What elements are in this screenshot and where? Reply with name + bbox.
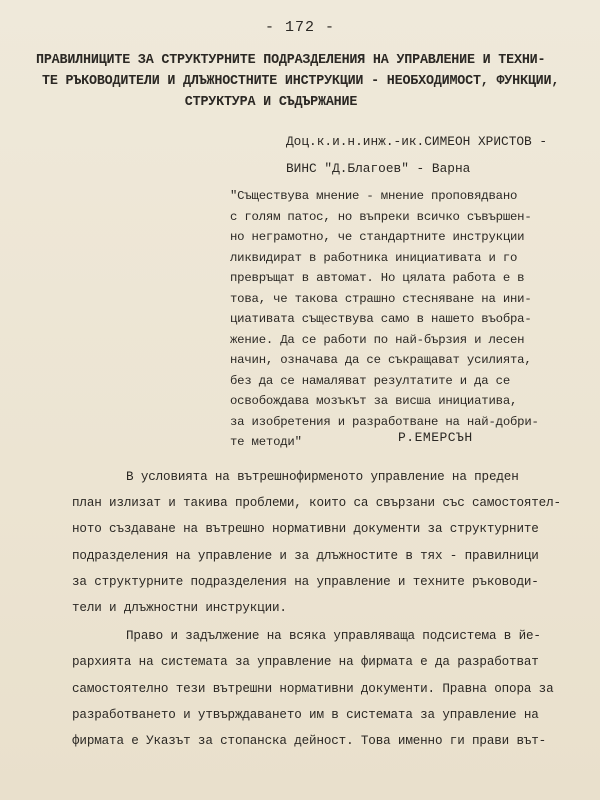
paragraph-2-line: Право и задължение на всяка управляваща подсистема в йе- [126, 629, 541, 644]
epigraph-line: но неграмотно, че стандартните инструкции [230, 230, 525, 244]
epigraph-line: жение. Да се работи по най-бързия и лесен [230, 332, 525, 347]
paragraph-1-line: В условията на вътрешнофирменото управление на преден [126, 470, 519, 484]
author-line-2: ВИНС "Д.Благоев" - Варна [286, 161, 471, 176]
epigraph-line: без да се намаляват резултатите и да се [230, 373, 510, 388]
epigraph-line: това, че такова страшно стесняване на ини- [230, 291, 532, 306]
epigraph-line: за изобретения и разработване на най-добри- [230, 414, 539, 429]
epigraph-line: те методи" [230, 435, 302, 449]
paragraph-2-line: рархията на системата за управление на фирмата е да разработват [72, 655, 539, 670]
epigraph-line: с голям патос, но въпреки всичко съвършен- [230, 209, 532, 224]
epigraph-line: циативата съществува само в нашето въобра- [230, 312, 532, 326]
paragraph-2-line: самостоятелно тези вътрешни нормативни документи. Правна опора за [72, 681, 554, 696]
paragraph-2-line: фирмата е Указът за стопанска дейност. Това именно ги прави вът- [72, 734, 547, 749]
epigraph-line: "Съществува мнение - мнение проповядвано [230, 189, 518, 203]
title-line-1: ПРАВИЛНИЦИТЕ ЗА СТРУКТУРНИТЕ ПОДРАЗДЕЛЕНИЯ НА УПРАВЛЕНИЕ И ТЕХНИ- [36, 53, 546, 68]
title-line-3: СТРУКТУРА И СЪДЪРЖАНИЕ [184, 95, 358, 110]
epigraph-line: начин, означава да се съкращават усилията, [230, 353, 532, 367]
epigraph-line: превръщат в автомат. Но цялата работа е в [230, 271, 525, 285]
paragraph-1-line: подразделения на управление и за длъжностите в тях - правилници [72, 548, 539, 563]
paragraph-1-line: ното създаване на вътрешно нормативни документи за структурните [72, 522, 539, 537]
epigraph-attribution: Р.ЕМЕРСЪН [398, 430, 473, 445]
body-text [72, 464, 572, 754]
epigraph-line: ликвидират в работника инициативата и го [230, 250, 518, 265]
paragraph-1-line: тели и длъжностни инструкции. [72, 601, 287, 616]
epigraph [230, 186, 585, 453]
page-number: - 172 - [264, 19, 335, 36]
paragraph-1-line: за структурните подразделения на управление и техните ръководи- [72, 574, 539, 589]
article-title [36, 50, 576, 113]
paragraph-2-line: разработването и утвърждаването им в системата за управление на [72, 707, 539, 722]
author-block [286, 128, 586, 182]
paragraph-1-line: план излизат и такива проблеми, които са свързани със самостоятел- [72, 496, 561, 511]
author-line-1: Доц.к.и.н.инж.-ик.СИМЕОН ХРИСТОВ - [286, 134, 548, 149]
title-line-2: ТЕ РЪКОВОДИТЕЛИ И ДЛЪЖНОСТНИТЕ ИНСТРУКЦИИ - НЕОБХОДИМОСТ, ФУНКЦИИ, [42, 74, 560, 89]
epigraph-line: освобождава мозъкът за висша инициатива, [230, 394, 518, 408]
